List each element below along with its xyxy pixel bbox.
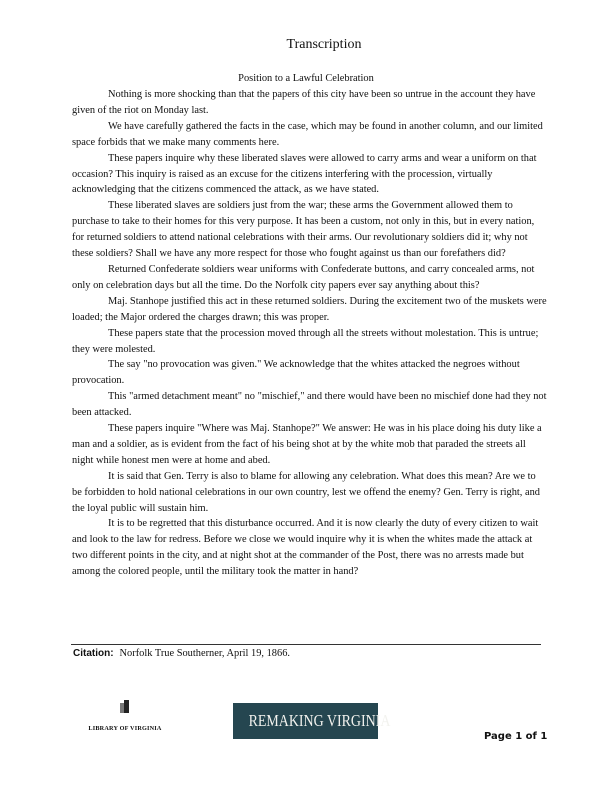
page-title: Transcription — [286, 37, 362, 52]
citation-label: Citation: — [73, 648, 114, 659]
transcription-body — [72, 87, 547, 580]
paragraph: Maj. Stanhope justified this act in these returned soldiers. During the excitement two of the muskets were loaded; the Major ordered the charges drawn; this was proper. — [72, 295, 547, 323]
citation — [73, 647, 290, 661]
paragraph: These liberated slaves are soldiers just from the war; these arms the Government allowed them to purchase to take to their homes for this very purpose. It has been a custom, not only in this, but in every nation, for returned soldiers to attend national celebrations with their arms. Our revolutionary soldiers did it; why not these soldiers? Shall we have any more respect for those who fought against us than our forefathers did? — [72, 200, 535, 260]
paragraph: It is said that Gen. Terry is also to blame for allowing any celebration. What does this mean? Are we to be forbidden to hold national celebrations in our own country, lest we offend the enemy? Gen. Terry is right, and the loyal public will sustain him. — [72, 470, 540, 514]
library-logo-text: LIBRARY OF VIRGINIA — [88, 725, 162, 732]
paragraph: It is to be regretted that this disturbance occurred. And it is now clearly the duty of every citizen to wait and look to the law for redress. Before we close we would inquire why it is when the whites made the attack at two different points in the city, and at night shot at the commander of the Post, there was no arrests made but among the colored people, until the military took the matter in hand? — [72, 518, 539, 578]
paragraph: These papers inquire why these liberated slaves were allowed to carry arms and wear a uniform on that occasion? This inquiry is raised as an excuse for the citizens interfering with the procession, virtually acknowledging that the citizens commenced the attack, as we have stated. — [72, 152, 537, 196]
library-of-virginia-logo — [80, 700, 170, 735]
paragraph: Returned Confederate soldiers wear uniforms with Confederate buttons, and carry concealed arms, not only on celebration days but all the time. Do the Norfolk city papers ever say anything about this? — [72, 263, 535, 291]
remaking-virginia-logo — [233, 703, 391, 739]
page-number: Page 1 of 1 — [484, 731, 548, 742]
citation-divider — [71, 644, 541, 645]
paragraph: This "armed detachment meant" no "mischief," and there would have been no mischief done had they not been attacked. — [72, 391, 547, 419]
document-heading: Position to a Lawful Celebration — [238, 73, 374, 84]
paragraph: We have carefully gathered the facts in the case, which may be found in another column, and our limited space forbids that we make many comments here. — [72, 120, 543, 148]
citation-text: Norfolk True Southerner, April 19, 1866. — [119, 648, 290, 659]
paragraph: These papers inquire "Where was Maj. Stanhope?" We answer: He was in his place doing his duty like a man and a soldier, as is evident from the fact of his being shot at by the white mob that paraded the streets all night while honest men were at home and abed. — [72, 423, 542, 466]
paragraph: These papers state that the procession moved through all the streets without molestation. This is untrue; they were molested. — [72, 327, 539, 355]
project-logo-text: REMAKING VIRGINIA — [248, 711, 391, 730]
paragraph: The say "no provocation was given." We acknowledge that the whites attacked the negroes without provocation. — [72, 359, 520, 387]
book-icon — [120, 700, 130, 713]
paragraph: Nothing is more shocking than that the papers of this city have been so untrue in the account they have given of the riot on Monday last. — [72, 89, 536, 116]
